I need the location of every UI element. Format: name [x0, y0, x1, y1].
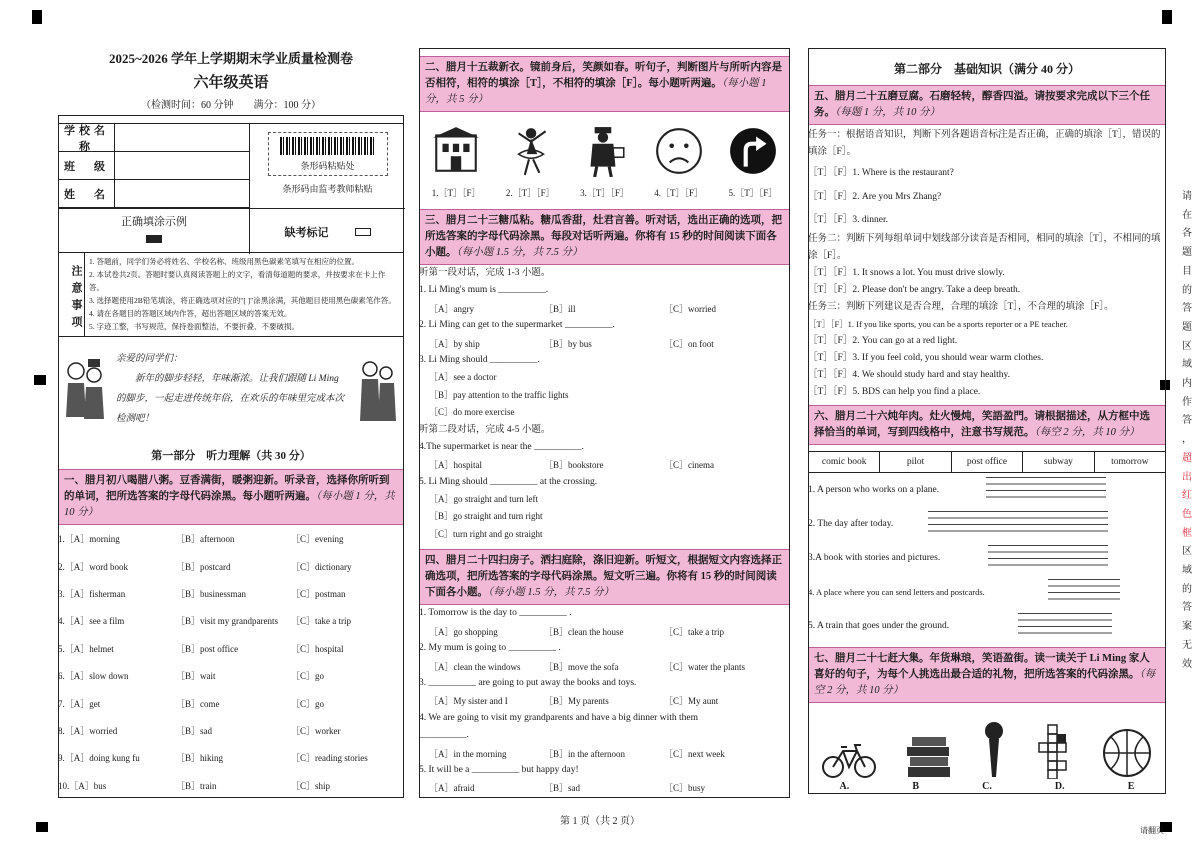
- option-a[interactable]: 4.［A］see a film: [58, 616, 125, 627]
- section2-instruction: 二、腊月十五裁新衣。镜前身后，笑颜如春。听句子，判断图片与所听内容是否相符，相符的填涂［T］，不相符的填涂［F］。每小题听两遍。: [425, 62, 782, 89]
- turn-right-sign-icon: [727, 125, 779, 177]
- notice-line: 5. 字迹工整，书写规范，保持卷面整洁，不要折叠、不要破损。: [89, 322, 299, 331]
- question-stem: 1. Li Ming's mum is __________.: [419, 285, 549, 296]
- fill-example-label: 正确填涂示例: [121, 216, 187, 228]
- school-name-label: 学校名称: [59, 124, 115, 151]
- gift-pictures: [808, 713, 1166, 779]
- registration-mark: [34, 375, 46, 385]
- section2-header: [419, 56, 790, 112]
- option-a[interactable]: 9.［A］doing kung fu: [58, 753, 140, 764]
- option-a[interactable]: ［A］go shopping: [429, 626, 498, 637]
- warning-char: ，: [1182, 434, 1192, 446]
- option-c[interactable]: ［C］take a trip: [664, 626, 724, 637]
- task-item[interactable]: ［T］［F］2. You can go at a red light.: [808, 336, 958, 346]
- part1-title: 第一部分 听力理解（共 30 分）: [151, 450, 311, 462]
- class-label: 班 级: [59, 152, 115, 179]
- section6-items: [808, 473, 1166, 643]
- warning-char: 答: [1182, 602, 1192, 614]
- warning-char: 域: [1182, 359, 1192, 371]
- dialogue-intro: 听第一段对话，完成 1-3 小题。: [419, 268, 551, 278]
- warning-char: 案: [1182, 621, 1192, 633]
- gift-label: A.: [839, 781, 850, 792]
- answer-options: [419, 779, 790, 796]
- option-b[interactable]: ［B］clean the house: [544, 626, 624, 637]
- answer-area-warning: [1180, 188, 1194, 674]
- option-a[interactable]: 8.［A］worried: [58, 725, 118, 736]
- column-2: [419, 48, 790, 797]
- fill-prompt: 5. A train that goes under the ground.: [808, 621, 950, 631]
- section7-score: （每空 2 分，共 10 分）: [814, 669, 1156, 696]
- class-row[interactable]: [59, 152, 249, 180]
- question-row: [58, 689, 404, 716]
- question-stem: 5. It will be a __________ but happy day!: [419, 764, 579, 775]
- option-c[interactable]: ［C］ship: [291, 780, 331, 791]
- warning-char: 出: [1182, 471, 1192, 483]
- question-row: [58, 525, 404, 552]
- question-stem: 3. __________ are going to put away the books and toys.: [419, 677, 637, 688]
- option-c[interactable]: ［C］evening: [291, 534, 344, 545]
- question-row: [58, 772, 404, 799]
- option-b[interactable]: ［B］businessman: [176, 588, 247, 599]
- section5-score: （每题 1 分，共 10 分）: [835, 107, 940, 118]
- exam-title: 2025~2026 学年上学期期末学业质量检测卷: [108, 51, 353, 66]
- option-a[interactable]: 7.［A］get: [58, 698, 101, 709]
- part2-title: 第二部分 基础知识（满分 40 分）: [893, 62, 1080, 76]
- question-row: [58, 662, 404, 689]
- warning-char: 题: [1182, 247, 1192, 259]
- option-b[interactable]: ［B］bookstore: [544, 460, 604, 471]
- warning-char: 色: [1182, 508, 1192, 520]
- fill-row: [808, 473, 1166, 507]
- barcode-area: [249, 124, 405, 208]
- warning-char: 区: [1182, 340, 1192, 352]
- option-a[interactable]: ［A］My sister and I: [429, 696, 508, 707]
- section4-instruction: 四、腊月二十四扫房子。洒扫庭除，涤旧迎新。听短文，根据短文内容选择正确选项，把所选答案的字母代码涂黑。短文听三遍。你将有 15 秒的时间阅读下面各小题。: [425, 555, 782, 599]
- section5-tasks: [808, 127, 1166, 401]
- four-line-grid[interactable]: [988, 545, 1108, 571]
- section3-score: （每小题 1.5 分，共 7.5 分）: [456, 247, 583, 258]
- section5-header: [808, 85, 1166, 125]
- fill-example: [59, 208, 249, 254]
- column-3: [808, 52, 1166, 835]
- section6-header: [808, 405, 1166, 445]
- warning-char: 超: [1182, 452, 1192, 464]
- four-line-grid[interactable]: [1018, 613, 1112, 639]
- option-a[interactable]: 6.［A］slow down: [58, 671, 129, 682]
- warning-char: 红: [1182, 490, 1192, 502]
- option-a[interactable]: ［A］clean the windows: [429, 661, 521, 672]
- section2-pictures: [419, 118, 790, 184]
- option-a[interactable]: ［A］in the morning: [429, 748, 507, 759]
- section6-instruction: 六、腊月二十六炖年肉。灶火慢炖，笑語盈門。请根据描述，从方框中选择恰当的单词，写到四线格中，注意书写规范。: [814, 411, 1150, 438]
- option-b[interactable]: ［B］ill: [544, 303, 576, 314]
- task-item[interactable]: ［T］［F］3. If you feel cold, you should wear warm clothes.: [808, 353, 1044, 363]
- warning-char: 作: [1182, 396, 1192, 408]
- warning-char: 题: [1182, 321, 1192, 333]
- greeting-salutation: 亲爱的同学们：: [116, 354, 183, 364]
- option-a[interactable]: ［A］by ship: [429, 338, 480, 349]
- warning-char: 的: [1182, 284, 1192, 296]
- sad-face-icon: [653, 125, 705, 177]
- warning-char: 答: [1182, 415, 1192, 427]
- word-bank-item: subway: [1023, 452, 1094, 472]
- notice-line: 3. 选择题使用2B铅笔填涂，将正确选项对应的"[ ]"涂黑涂满，其他题目使用黑色碳素笔作答。: [89, 296, 396, 305]
- option-c[interactable]: ［C］take a trip: [291, 616, 351, 627]
- option-a[interactable]: ［A］go straight and turn left: [429, 494, 538, 505]
- name-row[interactable]: [59, 180, 249, 208]
- option-b[interactable]: ［B］move the sofa: [544, 661, 619, 672]
- barcode-note: 条形码由监考教师粘贴: [282, 184, 373, 194]
- option-b[interactable]: ［B］train: [176, 780, 217, 791]
- option-c[interactable]: ［C］My aunt: [664, 696, 719, 707]
- greeting-area: [58, 343, 404, 441]
- warning-char: 在: [1182, 209, 1192, 221]
- notice-line: 2. 本试卷共2页。答题时要认真阅读答题上的文字，看清每道题的要求，并按要求在卡上作答。: [89, 270, 386, 292]
- answer-option[interactable]: 1.［T］［F］: [431, 188, 481, 198]
- gift-labels: [808, 781, 1166, 792]
- word-bank: [808, 451, 1166, 473]
- option-b[interactable]: ［B］go straight and turn right: [429, 511, 543, 522]
- books-icon: [904, 735, 954, 779]
- dancer-icon: [504, 125, 556, 177]
- warning-char: 各: [1182, 228, 1192, 240]
- question-stem: 4. We are going to visit my grandparents and have a big dinner with them: [419, 712, 698, 723]
- fill-prompt: 2. The day after today.: [808, 519, 894, 529]
- fill-row: [808, 609, 1166, 643]
- option-b[interactable]: ［B］pay attention to the traffic lights: [429, 389, 569, 400]
- crossword-puzzle-icon: [1034, 723, 1074, 779]
- gift-label: B: [912, 781, 920, 792]
- option-b[interactable]: ［B］afternoon: [176, 534, 235, 545]
- task-item[interactable]: ［T］［F］3. dinner.: [808, 215, 888, 225]
- family-illustration-icon: [354, 357, 400, 427]
- word-bank-item: tomorrow: [1111, 457, 1149, 467]
- option-c[interactable]: ［C］worried: [664, 303, 716, 314]
- word-bank-item: post office: [952, 452, 1023, 472]
- word-bank-item: pilot: [880, 452, 951, 472]
- question-stem: 1. Tomorrow is the day to __________ .: [419, 608, 572, 619]
- section5-instruction: 五、腊月二十五磨豆腐。石磨轻转，醇香四溢。请按要求完成以下三个任务。: [814, 91, 1150, 118]
- option-b[interactable]: ［B］post office: [176, 643, 239, 654]
- option-a[interactable]: 2.［A］word book: [58, 561, 128, 572]
- task-item[interactable]: ［T］［F］1. Where is the restaurant?: [808, 168, 954, 178]
- exam-subject: 六年级英语: [193, 75, 269, 91]
- answer-options: [419, 623, 790, 640]
- answer-option[interactable]: 3.［T］［F］: [580, 188, 629, 198]
- option-c[interactable]: ［C］do more exercise: [429, 407, 515, 418]
- section7-instruction: 七、腊月二十七赶大集。年货琳琅，笑语盈街。读一读关于 Li Ming 家人喜好的句子，为每个人挑选出最合适的礼物，把所选答案的代码涂黑。: [814, 653, 1150, 680]
- section3-instruction: 三、腊月二十三糖瓜粘。糖瓜香甜，灶君言善。听对话，选出正确的选项，把所选答案的字母代码涂黑。每段对话听两遍。你将有 15 秒的时间阅读下面各小题。: [425, 215, 782, 258]
- answer-options: [419, 300, 790, 317]
- four-line-grid[interactable]: [928, 511, 1108, 537]
- option-b[interactable]: ［B］My parents: [544, 696, 609, 707]
- fill-prompt: 4. A place where you can send letters and postcards.: [808, 587, 985, 597]
- option-c[interactable]: ［C］hospital: [291, 643, 344, 654]
- warning-char: 请: [1182, 191, 1192, 202]
- option-a[interactable]: 10.［A］bus: [58, 780, 107, 791]
- option-b[interactable]: ［B］by bus: [544, 338, 592, 349]
- greeting-body: 新年的脚步轻轻，年味渐浓。让我们跟随 Li Ming 的脚步，一起走进传统年俗，在欢乐的年味里完成本次检测吧！: [116, 374, 345, 424]
- fill-prompt: 1. A person who works on a plane.: [808, 485, 940, 495]
- question-stem: 5. Li Ming should __________ at the crossing.: [419, 476, 598, 487]
- registration-mark: [1162, 10, 1172, 24]
- task-item[interactable]: ［T］［F］5. BDS can help you find a place.: [808, 387, 981, 397]
- option-a[interactable]: ［A］see a doctor: [429, 372, 497, 383]
- option-a[interactable]: ［A］afraid: [429, 783, 475, 794]
- option-c[interactable]: ［C］water the plants: [664, 661, 745, 672]
- section3-questions: [419, 265, 790, 543]
- option-c[interactable]: ［C］go: [291, 671, 325, 682]
- filled-mark-icon: [146, 235, 162, 243]
- barcode-icon: [280, 137, 376, 155]
- answer-options: [419, 335, 790, 352]
- word-bank-item: comic book: [809, 452, 880, 472]
- basketball-icon: [1101, 727, 1153, 779]
- task3-instruction: 任务三：判断下列建议是否合理，合理的填涂［T］，不合理的填涂［F］。: [808, 302, 1114, 312]
- option-b[interactable]: ［B］in the afternoon: [544, 748, 625, 759]
- fill-row: [808, 575, 1166, 609]
- warning-char: 区: [1182, 546, 1192, 558]
- section3-header: [419, 209, 790, 265]
- name-label: 姓 名: [59, 180, 115, 207]
- question-row: [58, 744, 404, 771]
- question-row: [58, 635, 404, 662]
- warning-char: 答: [1182, 303, 1192, 315]
- option-c[interactable]: ［C］dictionary: [291, 561, 352, 572]
- option-c[interactable]: ［C］worker: [291, 725, 341, 736]
- section1-header: [58, 469, 404, 525]
- fill-row: [808, 541, 1166, 575]
- section2-score: （每小题 1 分，共 5 分）: [425, 78, 767, 105]
- task1-instruction: 任务一：根据语音知识，判断下列各题语音标注是否正确，正确的填涂［T］，错误的填涂［F］。: [808, 130, 1161, 157]
- gift-label: C.: [982, 781, 992, 792]
- warning-char: 效: [1182, 658, 1192, 670]
- bicycle-icon: [821, 739, 877, 779]
- section1-instruction: 一、腊月初八喝腊八粥。豆香满街，暖粥迎新。听录音，选择你所听到的单词，把所选答案的字母代码涂黑。每小题听两遍。: [64, 475, 390, 502]
- option-b[interactable]: ［B］wait: [176, 671, 216, 682]
- question-row: [58, 580, 404, 607]
- microphone-icon: [981, 721, 1007, 779]
- answer-option[interactable]: 4.［T］［F］: [654, 188, 704, 198]
- absent-checkbox[interactable]: [355, 228, 371, 236]
- question-stem: 4.The supermarket is near the __________.: [419, 441, 584, 452]
- question-stem: 3. Li Ming should __________.: [419, 354, 540, 365]
- task-item[interactable]: ［T］［F］2. Are you Mrs Zhang?: [808, 192, 942, 202]
- section1-questions: [58, 525, 404, 799]
- fill-row: [808, 507, 1166, 541]
- question-row: [58, 717, 404, 744]
- option-a[interactable]: 5.［A］helmet: [58, 643, 114, 654]
- barcode-placeholder: [268, 132, 388, 176]
- absent-label: 缺考标记: [284, 226, 329, 239]
- greeting-text: [116, 349, 348, 429]
- section2-answer-labels: [419, 186, 790, 199]
- notice-text: [85, 253, 403, 336]
- option-b[interactable]: ［B］sad: [176, 725, 213, 736]
- page-number: 第 1 页（共 2 页）: [560, 816, 640, 827]
- answer-options: [419, 456, 790, 473]
- option-c[interactable]: ［C］turn right and go straight: [429, 528, 543, 539]
- option-c[interactable]: ［C］next week: [664, 748, 725, 759]
- option-b[interactable]: ［B］sad: [544, 783, 581, 794]
- question-stem: 2. Li Ming can get to the supermarket __________.: [419, 320, 615, 331]
- barcode-label: 条形码粘贴处: [300, 161, 355, 171]
- section6-score: （每空 2 分，共 10 分）: [1034, 427, 1140, 438]
- four-line-grid[interactable]: [1048, 579, 1120, 605]
- option-a[interactable]: ［A］hospital: [429, 460, 482, 471]
- section4-header: [419, 549, 790, 605]
- warning-char: 目: [1182, 265, 1192, 277]
- column-1: [58, 48, 404, 799]
- option-c[interactable]: ［C］on foot: [664, 338, 714, 349]
- registration-mark: [32, 10, 42, 24]
- notice-line: 4. 请在各题目的答题区域内作答，超出答题区域的答案无效。: [89, 309, 292, 318]
- answer-options: [419, 744, 790, 761]
- task-item[interactable]: ［T］［F］1. If you like sports, you can be a sports reporter or a PE teacher.: [808, 319, 1068, 329]
- four-line-grid[interactable]: [986, 477, 1106, 503]
- section7-header: [808, 647, 1166, 703]
- question-stem: 2. My mum is going to __________ .: [419, 643, 561, 654]
- blank-line: __________.: [419, 729, 469, 740]
- answer-option[interactable]: 5.［T］［F］: [728, 188, 778, 198]
- option-c[interactable]: ［C］cinema: [664, 460, 714, 471]
- warning-char: 的: [1182, 583, 1192, 595]
- fill-prompt: 3.A book with stories and pictures.: [808, 553, 941, 563]
- absent-mark: [249, 208, 405, 254]
- warning-char: 无: [1182, 639, 1192, 651]
- task2-instruction: 任务二：判断下列每组单词中划线部分读音是否相同，相同的填涂［T］，不相同的填涂［F］。: [808, 234, 1161, 261]
- option-b[interactable]: ［B］hiking: [176, 753, 224, 764]
- warning-char: 域: [1182, 565, 1192, 577]
- children-illustration-icon: [62, 357, 108, 427]
- turn-over-note: 请翻页: [1140, 826, 1164, 835]
- notice-label: 注意事项: [59, 253, 85, 336]
- option-c[interactable]: ［C］reading stories: [291, 753, 368, 764]
- dialogue-intro: 听第二段对话，完成 4-5 小题。: [419, 424, 551, 435]
- answer-options: [419, 692, 790, 709]
- option-a[interactable]: 1.［A］morning: [58, 534, 120, 545]
- option-c[interactable]: ［C］postman: [291, 588, 346, 599]
- notice-line: 1. 答题前，同学们务必将姓名、学校名称、班级用黑色碳素笔填写在相应的位置。: [89, 257, 359, 266]
- task-item[interactable]: ［T］［F］1. It snows a lot. You must drive slowly.: [808, 268, 1005, 278]
- option-b[interactable]: ［B］visit my grandparents: [176, 616, 278, 627]
- hospital-building-icon: [430, 125, 482, 177]
- section1-score: （每小题 1 分，共 10 分）: [64, 491, 395, 518]
- option-a[interactable]: ［A］angry: [429, 303, 474, 314]
- task-item[interactable]: ［T］［F］4. We should study hard and stay healthy.: [808, 370, 1011, 380]
- task-item[interactable]: ［T］［F］2. Please don't be angry. Take a deep breath.: [808, 285, 1021, 295]
- question-row: [58, 552, 404, 579]
- option-b[interactable]: ［B］postcard: [176, 561, 231, 572]
- option-c[interactable]: ［C］busy: [664, 783, 706, 794]
- warning-char: 内: [1182, 378, 1192, 390]
- answer-option[interactable]: 2.［T］［F］: [505, 188, 555, 198]
- postman-icon: [578, 125, 630, 177]
- option-c[interactable]: ［C］go: [291, 698, 325, 709]
- warning-char: 框: [1182, 527, 1192, 539]
- gift-label: D.: [1054, 781, 1065, 792]
- section4-score: （每小题 1.5 分，共 7.5 分）: [488, 587, 614, 599]
- exam-time-info: （检测时间：60 分钟 满分：100 分）: [141, 100, 321, 111]
- option-a[interactable]: 3.［A］fisherman: [58, 588, 126, 599]
- section4-questions: [419, 605, 790, 796]
- question-row: [58, 607, 404, 634]
- school-name-row[interactable]: [59, 124, 249, 152]
- gift-label: E: [1127, 781, 1135, 792]
- option-b[interactable]: ［B］come: [176, 698, 220, 709]
- student-info-box: [58, 123, 404, 253]
- notice-box: [58, 253, 404, 337]
- answer-options: [419, 657, 790, 674]
